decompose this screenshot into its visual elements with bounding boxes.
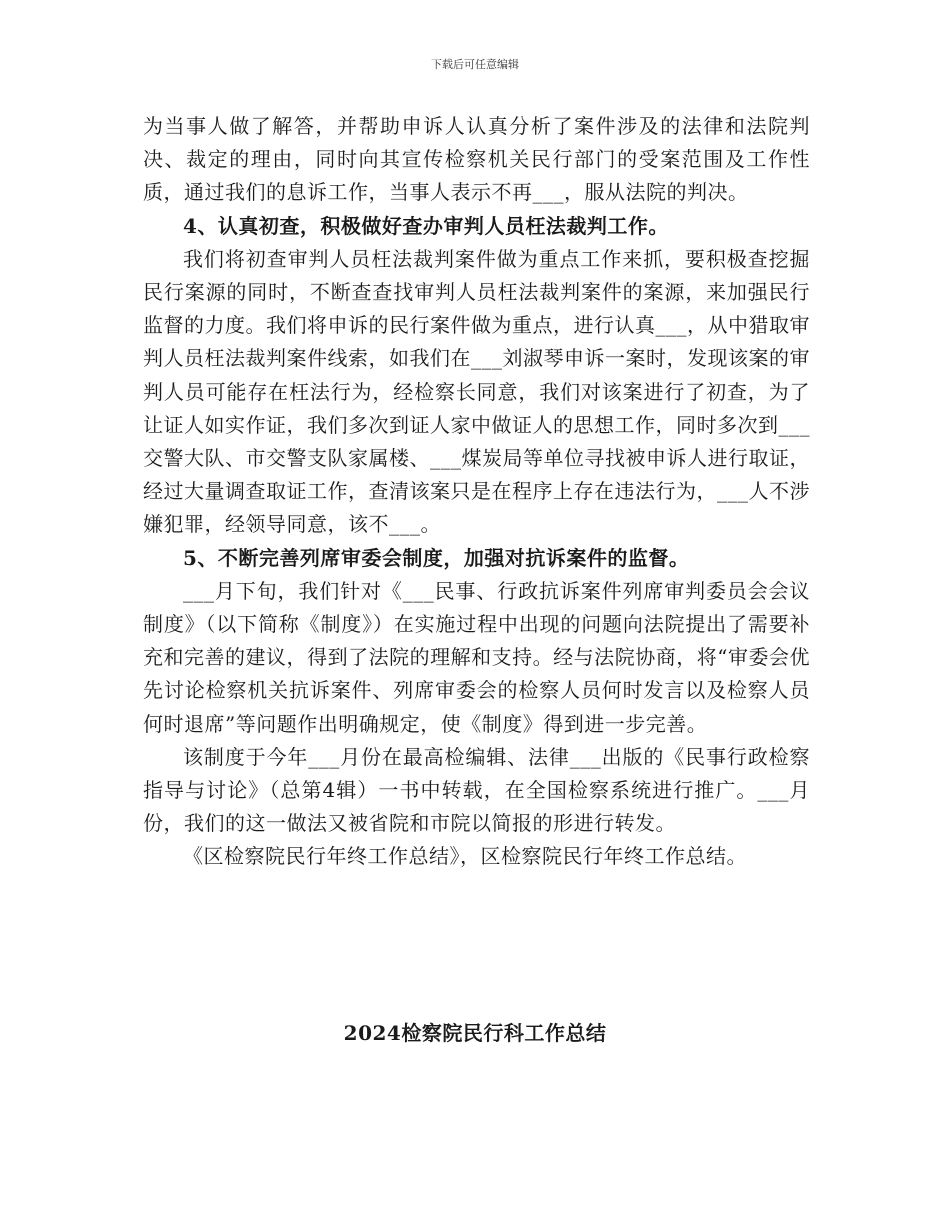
paragraph-closing: 《区检察院民行年终工作总结》，区检察院民行年终工作总结。: [183, 844, 747, 869]
paragraph-continuation: 为当事人做了解答，并帮助申诉人认真分析了案件涉及的法律和法院判决、裁定的理由，同时向其宣传检察机关民行部门的受案范围及工作性质，通过我们的息诉工作，当事人表示不再___，服从法院的判决。: [143, 114, 810, 205]
paragraph-section-5: ___月下旬，我们针对《___民事、行政抗诉案件列席审判委员会会议制度》（以下简称《制度》）在实施过程中出现的问题向法院提出了需要补充和完善的建议，得到了法院的理解和支持。经与法院协商，将“审委会优先讨论检察机关抗诉案件、列席审委会的检察人员何时发言以及检察人员何时退席”等问题作出明确规定，使《制度》得到进一步完善。: [143, 578, 810, 736]
document-title: 2024检察院民行科工作总结: [343, 1021, 607, 1045]
paragraph-promotion: 该制度于今年___月份在最高检编辑、法律___出版的《民事行政检察指导与讨论》（总第4辑）一书中转载，在全国检察系统进行推广。___月份，我们的这一做法又被省院和市院以简报的形进行转发。: [143, 744, 810, 836]
document-body: [143, 110, 810, 874]
section-heading-5: 5、不断完善列席审委会制度，加强对抗诉案件的监督。: [183, 545, 690, 570]
section-heading-4: 4、认真初查，积极做好查办审判人员枉法裁判工作。: [183, 213, 669, 238]
paragraph-section-4: 我们将初查审判人员枉法裁判案件做为重点工作来抓，要积极查挖掘民行案源的同时，不断查查找审判人员枉法裁判案件的案源，来加强民行监督的力度。我们将申诉的民行案件做为重点，进行认真___，从中猎取审判人员枉法裁判案件线索，如我们在___刘淑琴申诉一案时，发现该案的审判人员可能存在枉法行为，经检察长同意，我们对该案进行了初查，为了让证人如实作证，我们多次到证人家中做证人的思想工作，同时多次到___交警大队、市交警支队家属楼、___煤炭局等单位寻找被申诉人进行取证，经过大量调查取证工作，查清该案只是在程序上存在违法行为，___人不涉嫌犯罪，经领导同意，该不___。: [143, 246, 810, 537]
page-header: 下载后可任意编辑: [431, 58, 519, 71]
